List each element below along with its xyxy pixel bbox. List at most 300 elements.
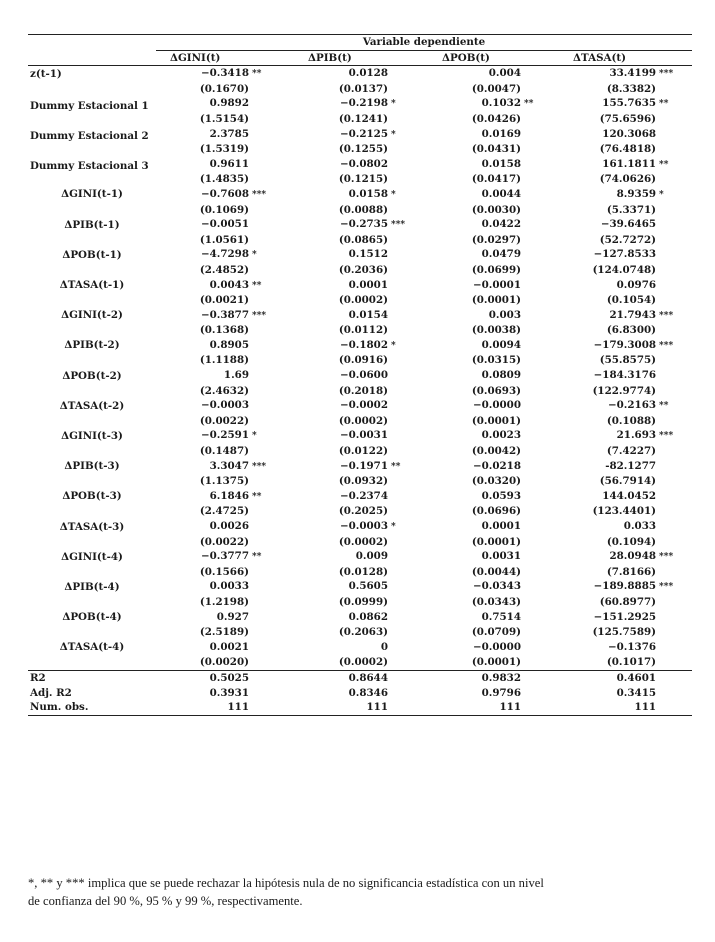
- standard-error-cell: (2.5189): [199, 626, 249, 639]
- significance-stars-text: [656, 220, 659, 230]
- coefficient-value: 0.0169: [481, 127, 521, 140]
- significance-stars-text: [521, 311, 524, 321]
- coefficient-value: 3.3047: [209, 459, 249, 472]
- coefficient-value: −0.0031: [339, 429, 388, 442]
- coefficient-cell: [156, 217, 294, 233]
- row-label: ΔGINI(t-2): [61, 309, 123, 322]
- standard-error-cell: (124.0748): [592, 263, 657, 276]
- statistic-value: 0.9832: [428, 670, 559, 685]
- coefficient-cell: [428, 368, 559, 384]
- significance-stars-text: ***: [659, 69, 674, 80]
- row-label-spacer: [28, 444, 156, 459]
- significance-stars-text: [388, 311, 391, 321]
- standard-error-cell: (2.4725): [199, 505, 249, 518]
- coefficient-row: [28, 127, 692, 143]
- coefficient-cell: [294, 519, 428, 535]
- significance-stars-text: ***: [391, 220, 406, 231]
- footnote-line: de confianza del 90 %, 95 % y 99 %, respectivamente.: [28, 894, 303, 908]
- significance-stars-text: *: [391, 522, 396, 532]
- statistic-label: Adj. R2: [30, 686, 72, 699]
- coefficient-value: −0.2374: [339, 489, 388, 502]
- coefficient-value: 0.0026: [209, 520, 249, 532]
- standard-error-cell: (0.0297): [471, 233, 521, 246]
- row-label: ΔPOB(t-3): [62, 490, 122, 503]
- standard-error-cell: (0.1670): [199, 82, 249, 95]
- significance-stars-text: ***: [659, 582, 674, 593]
- coefficient-cell: [559, 338, 692, 354]
- standard-error-cell: (0.0001): [471, 535, 521, 548]
- standard-error-cell: (0.0002): [338, 414, 388, 427]
- row-label: ΔTASA(t-4): [59, 641, 125, 654]
- dependent-variable-header: Variable dependiente: [156, 35, 692, 51]
- significance-stars-text: *: [391, 99, 396, 110]
- statistic-value: 0.3415: [616, 686, 657, 699]
- significance-stars-text: [656, 250, 659, 260]
- standard-error-row: [28, 625, 692, 640]
- significance-stars-text: [656, 522, 659, 532]
- standard-error-cell: (0.0999): [338, 595, 388, 608]
- coefficient-row: [28, 66, 692, 82]
- significance-stars-text: [249, 160, 252, 170]
- coefficient-cell: [294, 247, 428, 263]
- significance-stars-text: *: [252, 250, 257, 261]
- standard-error-cell: (0.0699): [471, 263, 521, 276]
- standard-error-cell: (0.0042): [471, 445, 521, 458]
- statistic-value: 0.4601: [559, 670, 692, 685]
- coefficient-row: [28, 640, 692, 656]
- coefficient-value: −0.2163: [608, 399, 657, 412]
- standard-error-row: [28, 444, 692, 459]
- coefficient-cell: [156, 549, 294, 565]
- significance-stars-text: *: [391, 340, 396, 351]
- statistic-value: 111: [294, 700, 428, 715]
- row-label-spacer: [28, 82, 156, 97]
- coefficient-value: 8.9359: [616, 187, 657, 200]
- coefficient-value: 33.4199: [609, 67, 657, 80]
- coefficient-cell: [559, 308, 692, 324]
- standard-error-cell: (0.0002): [338, 535, 388, 548]
- coefficient-cell: [294, 610, 428, 626]
- coefficient-value: −0.1376: [608, 640, 657, 653]
- coefficient-value: −189.8885: [593, 580, 657, 593]
- significance-stars-text: [521, 462, 524, 472]
- coefficient-value: −0.3418: [200, 67, 249, 80]
- coefficient-cell: [156, 610, 294, 626]
- statistic-label: R2: [28, 670, 156, 685]
- standard-error-row: [28, 535, 692, 550]
- coefficient-value: −0.3777: [200, 550, 249, 563]
- significance-stars-text: [249, 130, 252, 140]
- coefficient-cell: [156, 338, 294, 354]
- standard-error-cell: (1.1188): [199, 354, 249, 367]
- coefficient-value: 0.0154: [348, 308, 388, 321]
- significance-stars-text: [388, 643, 391, 653]
- row-label-spacer: [28, 595, 156, 610]
- coefficient-value: 21.693: [616, 429, 657, 442]
- significance-stars-text: [521, 522, 524, 532]
- significance-stars-text: [249, 613, 252, 623]
- coefficient-cell: [428, 549, 559, 565]
- significance-stars-text: [656, 643, 659, 653]
- significance-stars-text: [656, 281, 659, 291]
- standard-error-row: [28, 112, 692, 127]
- standard-error-row: [28, 263, 692, 278]
- significance-stars-text: [249, 582, 252, 592]
- significance-stars-text: [656, 492, 659, 502]
- standard-error-cell: (0.2036): [338, 263, 388, 276]
- coefficient-cell: [156, 157, 294, 173]
- coefficient-value: 28.0948: [609, 550, 657, 563]
- standard-error-cell: (0.1368): [199, 324, 249, 337]
- standard-error-cell: (60.8977): [599, 595, 657, 608]
- row-label: ΔTASA(t-1): [59, 279, 125, 291]
- column-header: ΔGINI(t): [156, 50, 294, 66]
- coefficient-row: [28, 459, 692, 475]
- standard-error-cell: (0.2018): [338, 384, 388, 397]
- row-label-spacer: [28, 504, 156, 519]
- coefficient-value: 2.3785: [209, 127, 249, 140]
- coefficient-cell: [294, 96, 428, 112]
- row-label-spacer: [28, 142, 156, 157]
- row-label: ΔTASA(t-3): [59, 520, 125, 533]
- coefficient-cell: [559, 96, 692, 112]
- significance-stars-text: [388, 492, 391, 502]
- coefficient-value: −0.3877: [200, 308, 249, 321]
- significance-stars-text: [521, 130, 524, 140]
- statistic-value: 0.5025: [156, 670, 294, 685]
- coefficient-value: 0.003: [488, 308, 521, 321]
- significance-stars-text: [521, 431, 524, 441]
- coefficient-cell: [156, 187, 294, 203]
- coefficient-cell: [559, 127, 692, 143]
- coefficient-row: [28, 308, 692, 324]
- significance-stars-text: [521, 643, 524, 653]
- coefficient-value: 0.033: [623, 520, 657, 532]
- coefficient-value: −4.7298: [200, 248, 249, 261]
- standard-error-cell: (0.0696): [471, 505, 521, 518]
- standard-error-row: [28, 504, 692, 519]
- standard-error-row: [28, 293, 692, 308]
- standard-error-cell: (0.1566): [199, 565, 249, 578]
- column-header: ΔTASA(t): [559, 50, 692, 66]
- row-label-spacer: [28, 535, 156, 550]
- coefficient-row: [28, 187, 692, 203]
- significance-stars-text: [656, 613, 659, 623]
- header-spacer: [28, 50, 156, 66]
- significance-stars-text: [521, 220, 524, 230]
- row-label: Dummy Estacional 2: [30, 130, 149, 143]
- coefficient-value: 0.0094: [481, 338, 521, 351]
- significance-stars-text: [521, 160, 524, 170]
- coefficient-cell: [156, 519, 294, 535]
- standard-error-cell: (0.0916): [338, 354, 388, 367]
- significance-stars-text: **: [524, 99, 534, 110]
- coefficient-cell: [428, 519, 559, 535]
- standard-error-cell: (1.4835): [199, 173, 249, 186]
- standard-error-cell: (0.0315): [471, 354, 521, 367]
- significance-stars-text: *: [391, 129, 396, 140]
- row-label: ΔPIB(t-2): [64, 339, 120, 352]
- standard-error-row: [28, 142, 692, 157]
- coefficient-cell: [294, 308, 428, 324]
- standard-error-cell: (0.0431): [471, 143, 521, 156]
- standard-error-cell: (122.9774): [592, 384, 657, 397]
- standard-error-cell: (1.5319): [199, 143, 249, 156]
- coefficient-value: −0.0003: [339, 520, 388, 532]
- standard-error-cell: (0.2025): [338, 505, 388, 518]
- coefficient-cell: [428, 247, 559, 263]
- coefficient-cell: [428, 187, 559, 203]
- coefficient-row: [28, 579, 692, 595]
- coefficient-cell: [156, 640, 294, 656]
- coefficient-value: −151.2925: [593, 610, 657, 623]
- standard-error-cell: (8.3382): [606, 82, 657, 95]
- standard-error-cell: (0.0002): [338, 656, 388, 669]
- coefficient-value: −0.2125: [339, 127, 388, 140]
- coefficient-cell: [294, 338, 428, 354]
- standard-error-cell: (1.1375): [199, 475, 249, 488]
- coefficient-cell: [156, 308, 294, 324]
- coefficient-cell: [559, 157, 692, 173]
- coefficient-value: 0.927: [216, 610, 249, 623]
- coefficient-cell: [156, 127, 294, 143]
- coefficient-cell: [294, 217, 428, 233]
- coefficient-row: [28, 247, 692, 263]
- coefficient-cell: [156, 459, 294, 475]
- coefficient-value: 0.1512: [348, 248, 388, 261]
- standard-error-cell: (0.0022): [199, 414, 249, 427]
- row-label: Dummy Estacional 1: [30, 99, 149, 112]
- significance-stars-text: **: [252, 69, 262, 80]
- standard-error-cell: (0.1017): [606, 656, 657, 669]
- column-header-row: [28, 50, 692, 66]
- coefficient-cell: [294, 66, 428, 82]
- coefficient-cell: [294, 579, 428, 595]
- standard-error-cell: (1.2198): [199, 595, 249, 608]
- coefficient-value: −0.0000: [472, 640, 521, 653]
- significance-stars-text: [388, 371, 391, 381]
- standard-error-cell: (0.0320): [471, 475, 521, 488]
- row-label: Dummy Estacional 3: [30, 160, 149, 173]
- coefficient-cell: [294, 489, 428, 505]
- row-label-spacer: [28, 565, 156, 580]
- coefficient-value: 0.0044: [481, 187, 521, 200]
- significance-stars-text: [656, 371, 659, 381]
- coefficient-value: 0.0809: [481, 369, 521, 382]
- row-label-spacer: [28, 414, 156, 429]
- coefficient-value: 1.69: [223, 369, 249, 382]
- standard-error-cell: (0.0112): [338, 324, 388, 337]
- coefficient-cell: [428, 489, 559, 505]
- coefficient-value: 0.0021: [209, 640, 249, 653]
- significance-stars-text: [656, 462, 659, 472]
- coefficient-cell: [428, 96, 559, 112]
- standard-error-cell: (74.0626): [599, 173, 657, 186]
- significance-stars-text: [521, 250, 524, 260]
- row-label: ΔGINI(t-3): [61, 429, 123, 442]
- row-label-spacer: [28, 293, 156, 308]
- standard-error-cell: (0.0001): [471, 294, 521, 307]
- coefficient-cell: [559, 187, 692, 203]
- coefficient-row: [28, 96, 692, 112]
- significance-stars-text: [521, 613, 524, 623]
- significance-stars-text: [249, 371, 252, 381]
- standard-error-cell: (0.1069): [199, 203, 249, 216]
- standard-error-cell: (0.0020): [199, 656, 249, 669]
- statistic-value: 0.8644: [294, 670, 428, 685]
- row-label: ΔTASA(t-2): [59, 399, 125, 412]
- standard-error-row: [28, 414, 692, 429]
- coefficient-value: 0.8905: [209, 338, 249, 351]
- significance-stars-text: **: [659, 99, 669, 110]
- standard-error-cell: (56.7914): [599, 475, 657, 488]
- standard-error-cell: (0.1054): [606, 294, 657, 307]
- coefficient-cell: [559, 217, 692, 233]
- standard-error-cell: (0.0044): [471, 565, 521, 578]
- coefficient-cell: [428, 217, 559, 233]
- significance-stars-text: **: [391, 461, 401, 472]
- header-spacer: [28, 35, 156, 51]
- coefficient-cell: [559, 428, 692, 444]
- coefficient-cell: [428, 610, 559, 626]
- row-label: ΔPIB(t-3): [64, 460, 120, 473]
- coefficient-value: 155.7635: [602, 97, 657, 110]
- significance-stars-text: ***: [659, 431, 674, 442]
- row-label-spacer: [28, 625, 156, 640]
- standard-error-cell: (0.1241): [338, 112, 388, 125]
- significance-stars-text: [249, 220, 252, 230]
- coefficient-cell: [559, 640, 692, 656]
- row-label-spacer: [28, 353, 156, 368]
- coefficient-cell: [428, 640, 559, 656]
- coefficient-value: −39.6465: [600, 218, 657, 231]
- significance-stars-text: ***: [659, 340, 674, 351]
- significance-stars-text: [656, 130, 659, 140]
- footnote: [28, 874, 708, 910]
- coefficient-value: −127.8533: [593, 248, 657, 261]
- coefficient-value: −184.3176: [593, 369, 657, 382]
- coefficient-value: 0.9892: [209, 97, 249, 110]
- coefficient-cell: [559, 398, 692, 414]
- standard-error-cell: (123.4401): [592, 505, 657, 518]
- standard-error-row: [28, 474, 692, 489]
- coefficient-value: 0.0043: [209, 278, 249, 291]
- standard-error-cell: (125.7589): [592, 626, 657, 639]
- coefficient-value: 0.0976: [616, 278, 657, 291]
- coefficient-cell: [156, 247, 294, 263]
- significance-stars-text: [521, 371, 524, 381]
- coefficient-cell: [156, 398, 294, 414]
- coefficient-cell: [559, 579, 692, 595]
- coefficient-cell: [294, 368, 428, 384]
- significance-stars-text: [521, 341, 524, 351]
- coefficient-cell: [559, 66, 692, 82]
- standard-error-cell: (7.4227): [606, 445, 657, 458]
- standard-error-cell: (76.4818): [599, 143, 657, 156]
- significance-stars-text: ***: [252, 461, 267, 472]
- coefficient-value: 0.0158: [348, 187, 388, 200]
- significance-stars-text: ***: [659, 552, 674, 563]
- standard-error-cell: (0.1487): [199, 445, 249, 458]
- coefficient-value: -82.1277: [605, 459, 657, 472]
- statistic-value: 0.9796: [481, 686, 521, 699]
- coefficient-value: 0.0031: [481, 550, 521, 563]
- significance-stars-text: [388, 250, 391, 260]
- coefficient-cell: [294, 127, 428, 143]
- significance-stars-text: [521, 190, 524, 200]
- standard-error-row: [28, 82, 692, 97]
- standard-error-cell: (5.3371): [606, 203, 657, 216]
- coefficient-cell: [428, 308, 559, 324]
- significance-stars-text: [388, 431, 391, 441]
- coefficient-value: 0.1032: [481, 97, 521, 110]
- coefficient-cell: [294, 187, 428, 203]
- coefficient-cell: [428, 278, 559, 294]
- standard-error-cell: (0.1215): [338, 173, 388, 186]
- coefficient-cell: [559, 489, 692, 505]
- standard-error-cell: (55.8575): [599, 354, 657, 367]
- standard-error-cell: (0.1255): [338, 143, 388, 156]
- coefficient-cell: [156, 428, 294, 444]
- coefficient-row: [28, 549, 692, 565]
- row-label: ΔPOB(t-2): [62, 369, 122, 382]
- coefficient-cell: [294, 428, 428, 444]
- coefficient-value: 21.7943: [609, 308, 657, 321]
- standard-error-cell: (0.0001): [471, 414, 521, 427]
- coefficient-cell: [559, 459, 692, 475]
- coefficient-value: 0.0001: [348, 278, 388, 291]
- coefficient-cell: [156, 489, 294, 505]
- coefficient-value: 0.0158: [481, 157, 521, 170]
- coefficient-value: 0.0479: [481, 248, 521, 261]
- statistic-row: [28, 686, 692, 701]
- row-label: ΔGINI(t-1): [61, 188, 123, 201]
- coefficient-value: −0.0218: [472, 459, 521, 472]
- standard-error-cell: (0.0865): [338, 233, 388, 246]
- coefficient-cell: [294, 640, 428, 656]
- statistic-label: Num. obs.: [28, 700, 156, 715]
- row-label: ΔPIB(t-4): [64, 580, 120, 593]
- coefficient-value: 120.3068: [602, 127, 657, 140]
- significance-stars-text: [521, 492, 524, 502]
- standard-error-cell: (2.4852): [199, 263, 249, 276]
- standard-error-cell: (0.0021): [199, 294, 249, 307]
- row-label: ΔPOB(t-1): [62, 248, 122, 261]
- coefficient-value: −0.0600: [339, 369, 388, 382]
- coefficient-value: −0.2735: [339, 218, 388, 231]
- coefficient-cell: [294, 157, 428, 173]
- standard-error-cell: (0.0417): [471, 173, 521, 186]
- standard-error-cell: (1.5154): [199, 112, 249, 125]
- standard-error-cell: (0.0022): [199, 535, 249, 548]
- significance-stars-text: [388, 582, 391, 592]
- standard-error-cell: (0.0932): [338, 475, 388, 488]
- coefficient-cell: [156, 368, 294, 384]
- statistic-value: 0.8346: [348, 686, 388, 699]
- standard-error-cell: (0.0343): [471, 595, 521, 608]
- standard-error-cell: (0.0122): [338, 445, 388, 458]
- coefficient-cell: [559, 247, 692, 263]
- significance-stars-text: [521, 281, 524, 291]
- coefficient-value: −0.0002: [339, 399, 388, 412]
- coefficient-row: [28, 278, 692, 294]
- standard-error-row: [28, 565, 692, 580]
- coefficient-value: 0.0593: [481, 489, 521, 502]
- standard-error-row: [28, 203, 692, 218]
- coefficient-cell: [294, 459, 428, 475]
- coefficient-cell: [559, 368, 692, 384]
- standard-error-cell: (0.0709): [471, 626, 521, 639]
